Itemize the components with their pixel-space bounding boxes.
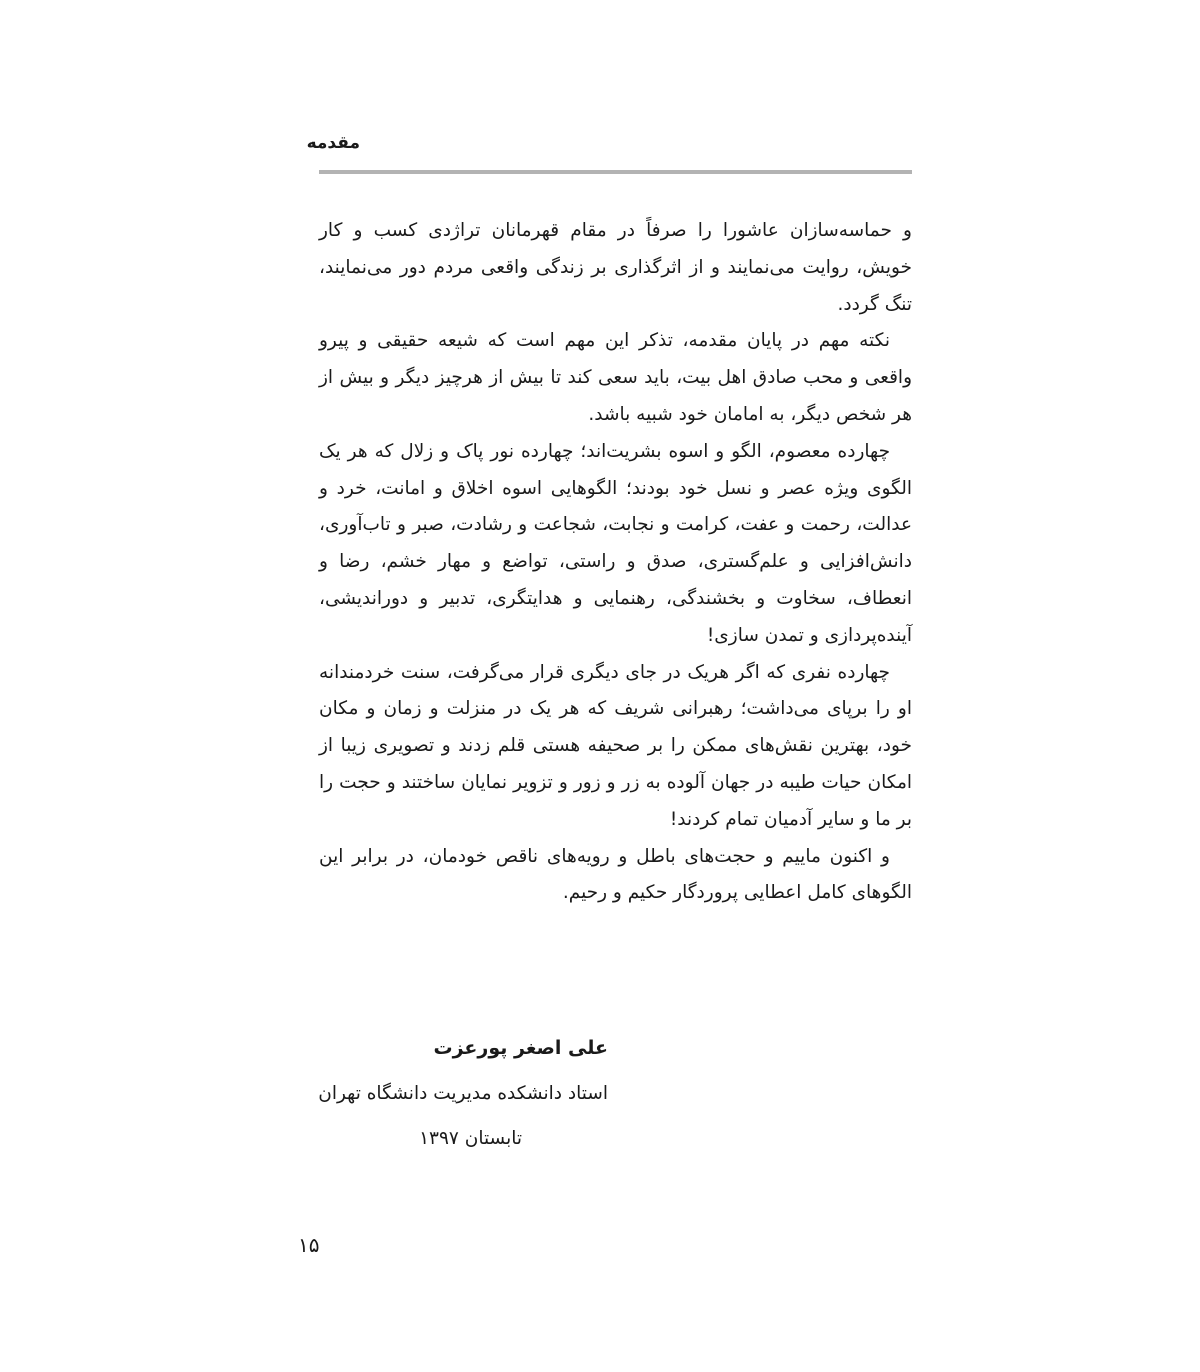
author-name: علی اصغر پورعزت	[433, 1037, 608, 1059]
main-text	[319, 213, 912, 912]
page-number: ۱۵	[298, 1233, 320, 1257]
date-line: تابستان ۱۳۹۷	[419, 1128, 522, 1149]
paragraph: چهارده معصوم، الگو و اسوه بشریت‌اند؛ چهارده نور پاک و زلال که هر یک الگوی ویژه عصر و نسل خود بودند؛ الگوهایی اسوه اخلاق و امانت، خرد و عدالت، رحمت و عفت، کرامت و نجابت، شجاعت و رشادت، صبر و تاب‌آوری، دانش‌افزایی و علم‌گستری، صدق و راستی، تواضع و مهار خشم، رضا و انعطاف، سخاوت و بخشندگی، رهنمایی و هدایتگری، تدبیر و دوراندیشی، آینده‌پردازی و تمدن سازی!	[319, 440, 912, 646]
running-head: مقدمه	[306, 133, 360, 153]
paragraph: نکته مهم در پایان مقدمه، تذکر این مهم است که شیعه حقیقی و پیرو واقعی و محب صادق اهل بیت، باید سعی کند تا بیش از هرچیز دیگر و بیش از هر شخص دیگر، به امامان خود شبیه باشد.	[319, 330, 912, 425]
paragraph: چهارده نفری که اگر هریک در جای دیگری قرار می‌گرفت، سنت خردمندانه او را برپای می‌داشت؛ رهبرانی شریف که هر یک در منزلت و زمان و مکان خود، بهترین نقش‌های ممکن را بر صحیفه هستی قلم زدند و تصویری زیبا از امکان حیات طیبه در جهان آلوده به زر و زور و تزویر نمایان ساختند و حجت را بر ما و سایر آدمیان تمام کردند!	[319, 661, 912, 830]
header-rule	[319, 170, 912, 174]
author-affiliation: استاد دانشکده مدیریت دانشگاه تهران	[318, 1083, 608, 1104]
paragraph: و حماسه‌سازان عاشورا را صرفاً در مقام قهرمانان تراژدی کسب و کار خویش، روایت می‌نمایند و از اثرگذاری بر زندگی واقعی مردم دور می‌نمایند، تنگ گردد.	[319, 220, 912, 315]
paragraph: و اکنون ماییم و حجت‌های باطل و رویه‌های ناقص خودمان، در برابر این الگوهای کامل اعطایی پروردگار حکیم و رحیم.	[319, 845, 912, 904]
